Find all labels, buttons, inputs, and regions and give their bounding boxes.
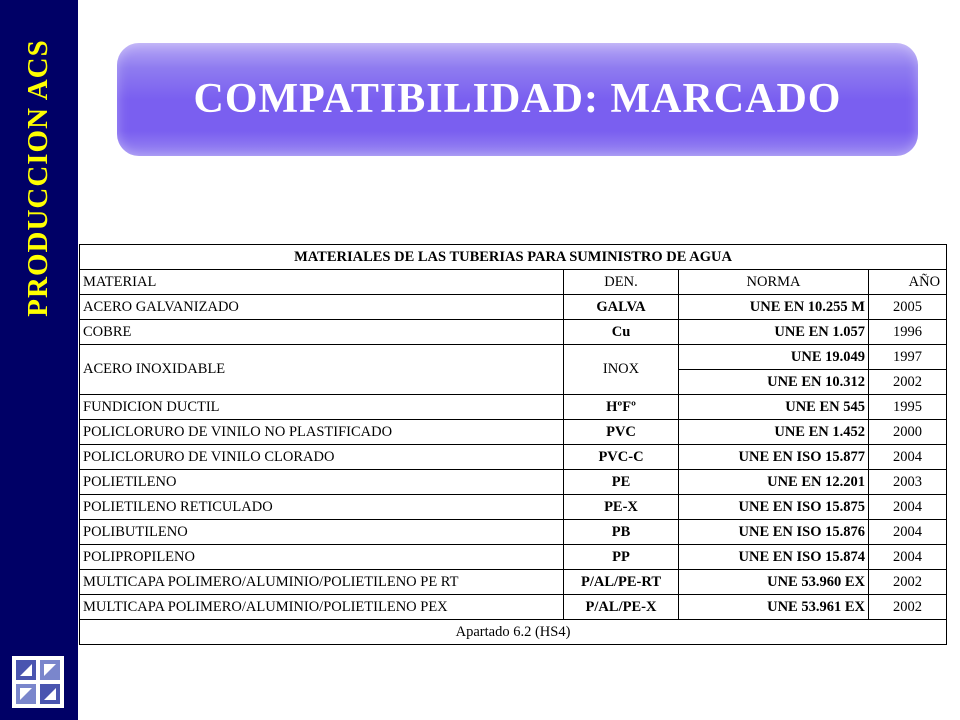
- cell-den: HºFº: [564, 395, 679, 420]
- cell-material: MULTICAPA POLIMERO/ALUMINIO/POLIETILENO PEX: [80, 595, 564, 620]
- header-den: DEN.: [564, 270, 679, 295]
- table-row: [80, 595, 947, 620]
- cell-den: PVC-C: [564, 445, 679, 470]
- cell-norma: UNE EN ISO 15.875: [679, 495, 869, 520]
- cell-ano: 1996: [869, 320, 947, 345]
- cell-ano: 2002: [869, 570, 947, 595]
- cell-material: COBRE: [80, 320, 564, 345]
- table-row: [80, 345, 947, 370]
- cell-norma: UNE 53.960 EX: [679, 570, 869, 595]
- cell-norma: UNE EN 1.452: [679, 420, 869, 445]
- cell-norma: UNE EN 545: [679, 395, 869, 420]
- sidebar-title: PRODUCCION ACS: [22, 39, 54, 317]
- table-row: [80, 520, 947, 545]
- cell-material: ACERO GALVANIZADO: [80, 295, 564, 320]
- cell-den: INOX: [564, 345, 679, 395]
- cell-ano: 2004: [869, 445, 947, 470]
- cell-norma: UNE EN 12.201: [679, 470, 869, 495]
- table-caption-row: [80, 245, 947, 270]
- cell-norma: UNE EN ISO 15.877: [679, 445, 869, 470]
- cell-den: PP: [564, 545, 679, 570]
- table-row: [80, 395, 947, 420]
- cell-den: Cu: [564, 320, 679, 345]
- table-row: [80, 495, 947, 520]
- table-row: [80, 295, 947, 320]
- cell-norma: UNE 19.049: [679, 345, 869, 370]
- cell-norma: UNE EN ISO 15.876: [679, 520, 869, 545]
- table-row: [80, 320, 947, 345]
- title-banner: [117, 43, 918, 156]
- table-footer-row: [80, 620, 947, 645]
- table-footer: Apartado 6.2 (HS4): [80, 620, 947, 645]
- sidebar: [0, 0, 78, 720]
- cell-norma: UNE EN 10.312: [679, 370, 869, 395]
- header-material: MATERIAL: [80, 270, 564, 295]
- table-header-row: [80, 270, 947, 295]
- table-caption: MATERIALES DE LAS TUBERIAS PARA SUMINISTRO DE AGUA: [80, 245, 947, 270]
- cell-material: ACERO INOXIDABLE: [80, 345, 564, 395]
- cell-ano: 1995: [869, 395, 947, 420]
- cell-ano: 2002: [869, 595, 947, 620]
- cell-den: PE-X: [564, 495, 679, 520]
- header-ano: AÑO: [869, 270, 947, 295]
- cell-material: POLICLORURO DE VINILO NO PLASTIFICADO: [80, 420, 564, 445]
- cell-den: P/AL/PE-X: [564, 595, 679, 620]
- cell-material: POLIBUTILENO: [80, 520, 564, 545]
- cell-den: P/AL/PE-RT: [564, 570, 679, 595]
- table-row: [80, 445, 947, 470]
- table-row: [80, 420, 947, 445]
- cell-material: MULTICAPA POLIMERO/ALUMINIO/POLIETILENO PE RT: [80, 570, 564, 595]
- cell-norma: UNE EN 1.057: [679, 320, 869, 345]
- cell-material: POLIPROPILENO: [80, 545, 564, 570]
- table-row: [80, 470, 947, 495]
- cell-material: POLICLORURO DE VINILO CLORADO: [80, 445, 564, 470]
- cell-norma: UNE EN ISO 15.874: [679, 545, 869, 570]
- cell-material: POLIETILENO: [80, 470, 564, 495]
- header-norma: NORMA: [679, 270, 869, 295]
- cell-ano: 2004: [869, 545, 947, 570]
- cell-ano: 2004: [869, 520, 947, 545]
- cell-material: FUNDICION DUCTIL: [80, 395, 564, 420]
- logo-icon: [12, 656, 64, 708]
- cell-norma: UNE EN 10.255 M: [679, 295, 869, 320]
- table-row: [80, 545, 947, 570]
- page-title: COMPATIBILIDAD: MARCADO: [193, 76, 842, 122]
- cell-ano: 2005: [869, 295, 947, 320]
- cell-ano: 2002: [869, 370, 947, 395]
- cell-ano: 1997: [869, 345, 947, 370]
- cell-den: PE: [564, 470, 679, 495]
- table-row: [80, 570, 947, 595]
- cell-ano: 2003: [869, 470, 947, 495]
- cell-ano: 2004: [869, 495, 947, 520]
- cell-den: PVC: [564, 420, 679, 445]
- materials-table: [79, 244, 947, 645]
- cell-den: GALVA: [564, 295, 679, 320]
- cell-ano: 2000: [869, 420, 947, 445]
- cell-den: PB: [564, 520, 679, 545]
- cell-material: POLIETILENO RETICULADO: [80, 495, 564, 520]
- cell-norma: UNE 53.961 EX: [679, 595, 869, 620]
